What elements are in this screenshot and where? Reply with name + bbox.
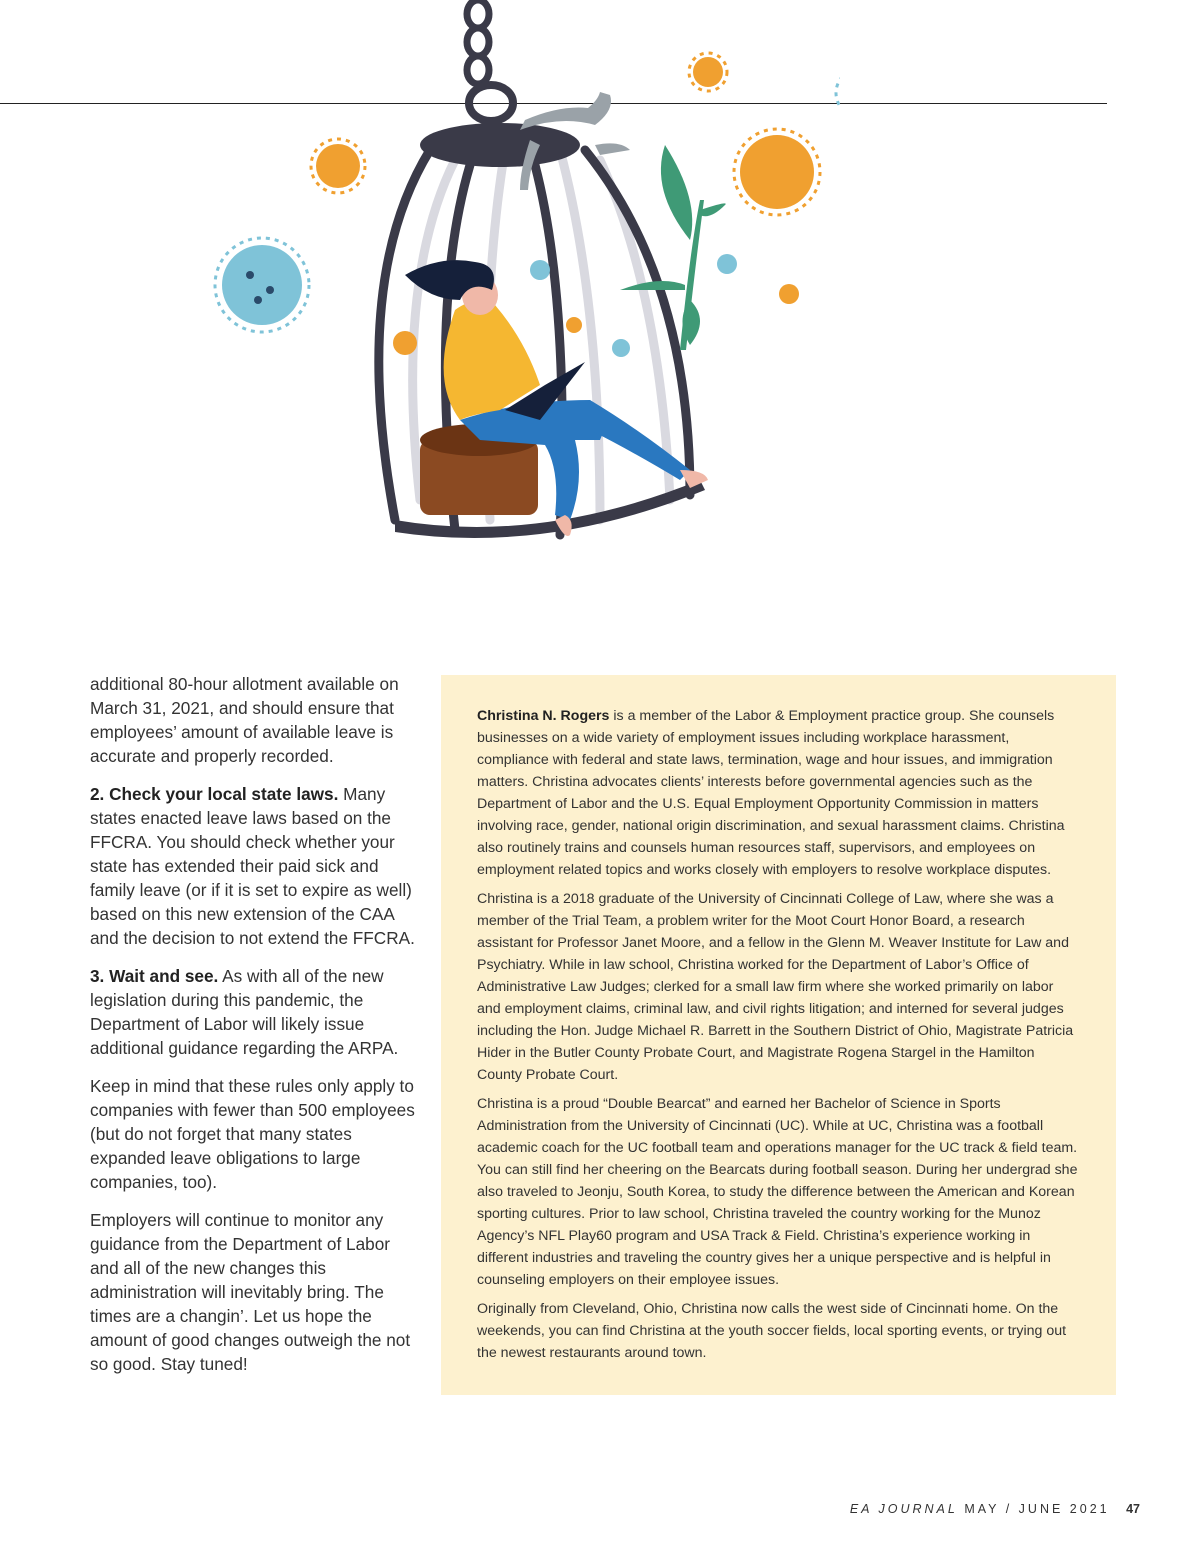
paragraph: 2. Check your local state laws. Many states enacted leave laws based on the FFCRA. You should check whether your state has extended their paid sick and family leave (or if it is set to expire as well) based on this new extension of the CAA and the decision to not extend the FFCRA. xyxy=(90,784,415,948)
paragraph: Keep in mind that these rules only apply to companies with fewer than 500 employees (but do not forget that many states expanded leave obligations to large companies, too). xyxy=(90,1076,415,1192)
virus-icon xyxy=(316,57,814,355)
step-heading: 2. Check your local state laws. xyxy=(90,784,339,804)
cage-illustration xyxy=(200,0,840,560)
bio-paragraph: Originally from Cleveland, Ohio, Christina now calls the west side of Cincinnati home. On the weekends, you can find Christina at the youth soccer fields, local sporting events, or trying out the newest restaurants around town. xyxy=(477,1301,1067,1361)
bio-paragraph: Christina is a proud “Double Bearcat” and earned her Bachelor of Science in Sports Administration from the University of Cincinnati (UC). While at UC, Christina was a football academic coach for the UC football team and operations manager for the UC track & field team. You can still find her cheering on the Bearcats during football season. During her undergrad she also traveled to Jeonju, South Korea, to study the difference between the American and Korean sporting cultures. Prior to law school, Christina traveled the country working for the Munoz Agency’s NFL Play60 program and USA Track & Field. Christina’s experience working in different industries and traveling the country gives her a unique perspective and is helpful in counseling employers on their employee issues. xyxy=(477,1096,1078,1288)
paragraph: additional 80-hour allotment available on March 31, 2021, and should ensure that employees’ amount of available leave is accurate and properly recorded. xyxy=(90,674,399,766)
chain-icon xyxy=(467,0,513,121)
bio-paragraph: Christina N. Rogers is a member of the Labor & Employment practice group. She counsels businesses on a wide variety of employment issues including workplace harassment, compliance with federal and state laws, termination, wage and hour issues, and immigration matters. Christina advocates clients’ interests before governmental agencies such as the Department of Labor and the U.S. Equal Employment Opportunity Commission in matters involving race, gender, national origin discrimination, and sexual harassment claims. Christina also routinely trains and counsels human resources staff, supervisors, and employees on employment related topics and works closely with employers to resolve workplace disputes. xyxy=(477,708,1065,878)
author-name: Christina N. Rogers xyxy=(477,708,610,724)
paragraph: 3. Wait and see. As with all of the new legislation during this pandemic, the Department of Labor will likely issue additional guidance regarding the ARPA. xyxy=(90,966,399,1058)
page-number: 47 xyxy=(1126,1502,1140,1516)
bio-paragraph: Christina is a 2018 graduate of the University of Cincinnati College of Law, where she was a member of the Trial Team, a problem writer for the Moot Court Honor Board, a research assistant for Professor Janet Moore, and a fellow in the Glenn M. Weaver Institute for Law and Psychiatry. While in law school, Christina worked for the Department of Labor’s Office of Administrative Law Judges; clerked for a small law firm where she worked primarily on labor and employment claims, criminal law, and civil rights litigation; and interned for several judges including the Hon. Judge Michael R. Barrett in the Southern District of Ohio, Magistrate Patricia Hider in the Butler County Probate Court, and Magistrate Rogena Stargel in the Hamilton County Probate Court. xyxy=(477,891,1074,1083)
cage-top xyxy=(420,123,580,167)
issue-date: MAY / JUNE 2021 xyxy=(964,1502,1110,1516)
left-column xyxy=(90,672,420,1390)
author-bio-box xyxy=(441,675,1116,1395)
paragraph: Employers will continue to monitor any guidance from the Department of Labor and all of the new changes this administration will inevitably bring. The times are a changin’. Let us hope the amount of good changes outweigh the not so good. Stay tuned! xyxy=(90,1210,411,1374)
page-footer xyxy=(850,1502,1140,1516)
publication-name: EA JOURNAL xyxy=(849,1502,958,1516)
step-heading: 3. Wait and see. xyxy=(90,966,219,986)
